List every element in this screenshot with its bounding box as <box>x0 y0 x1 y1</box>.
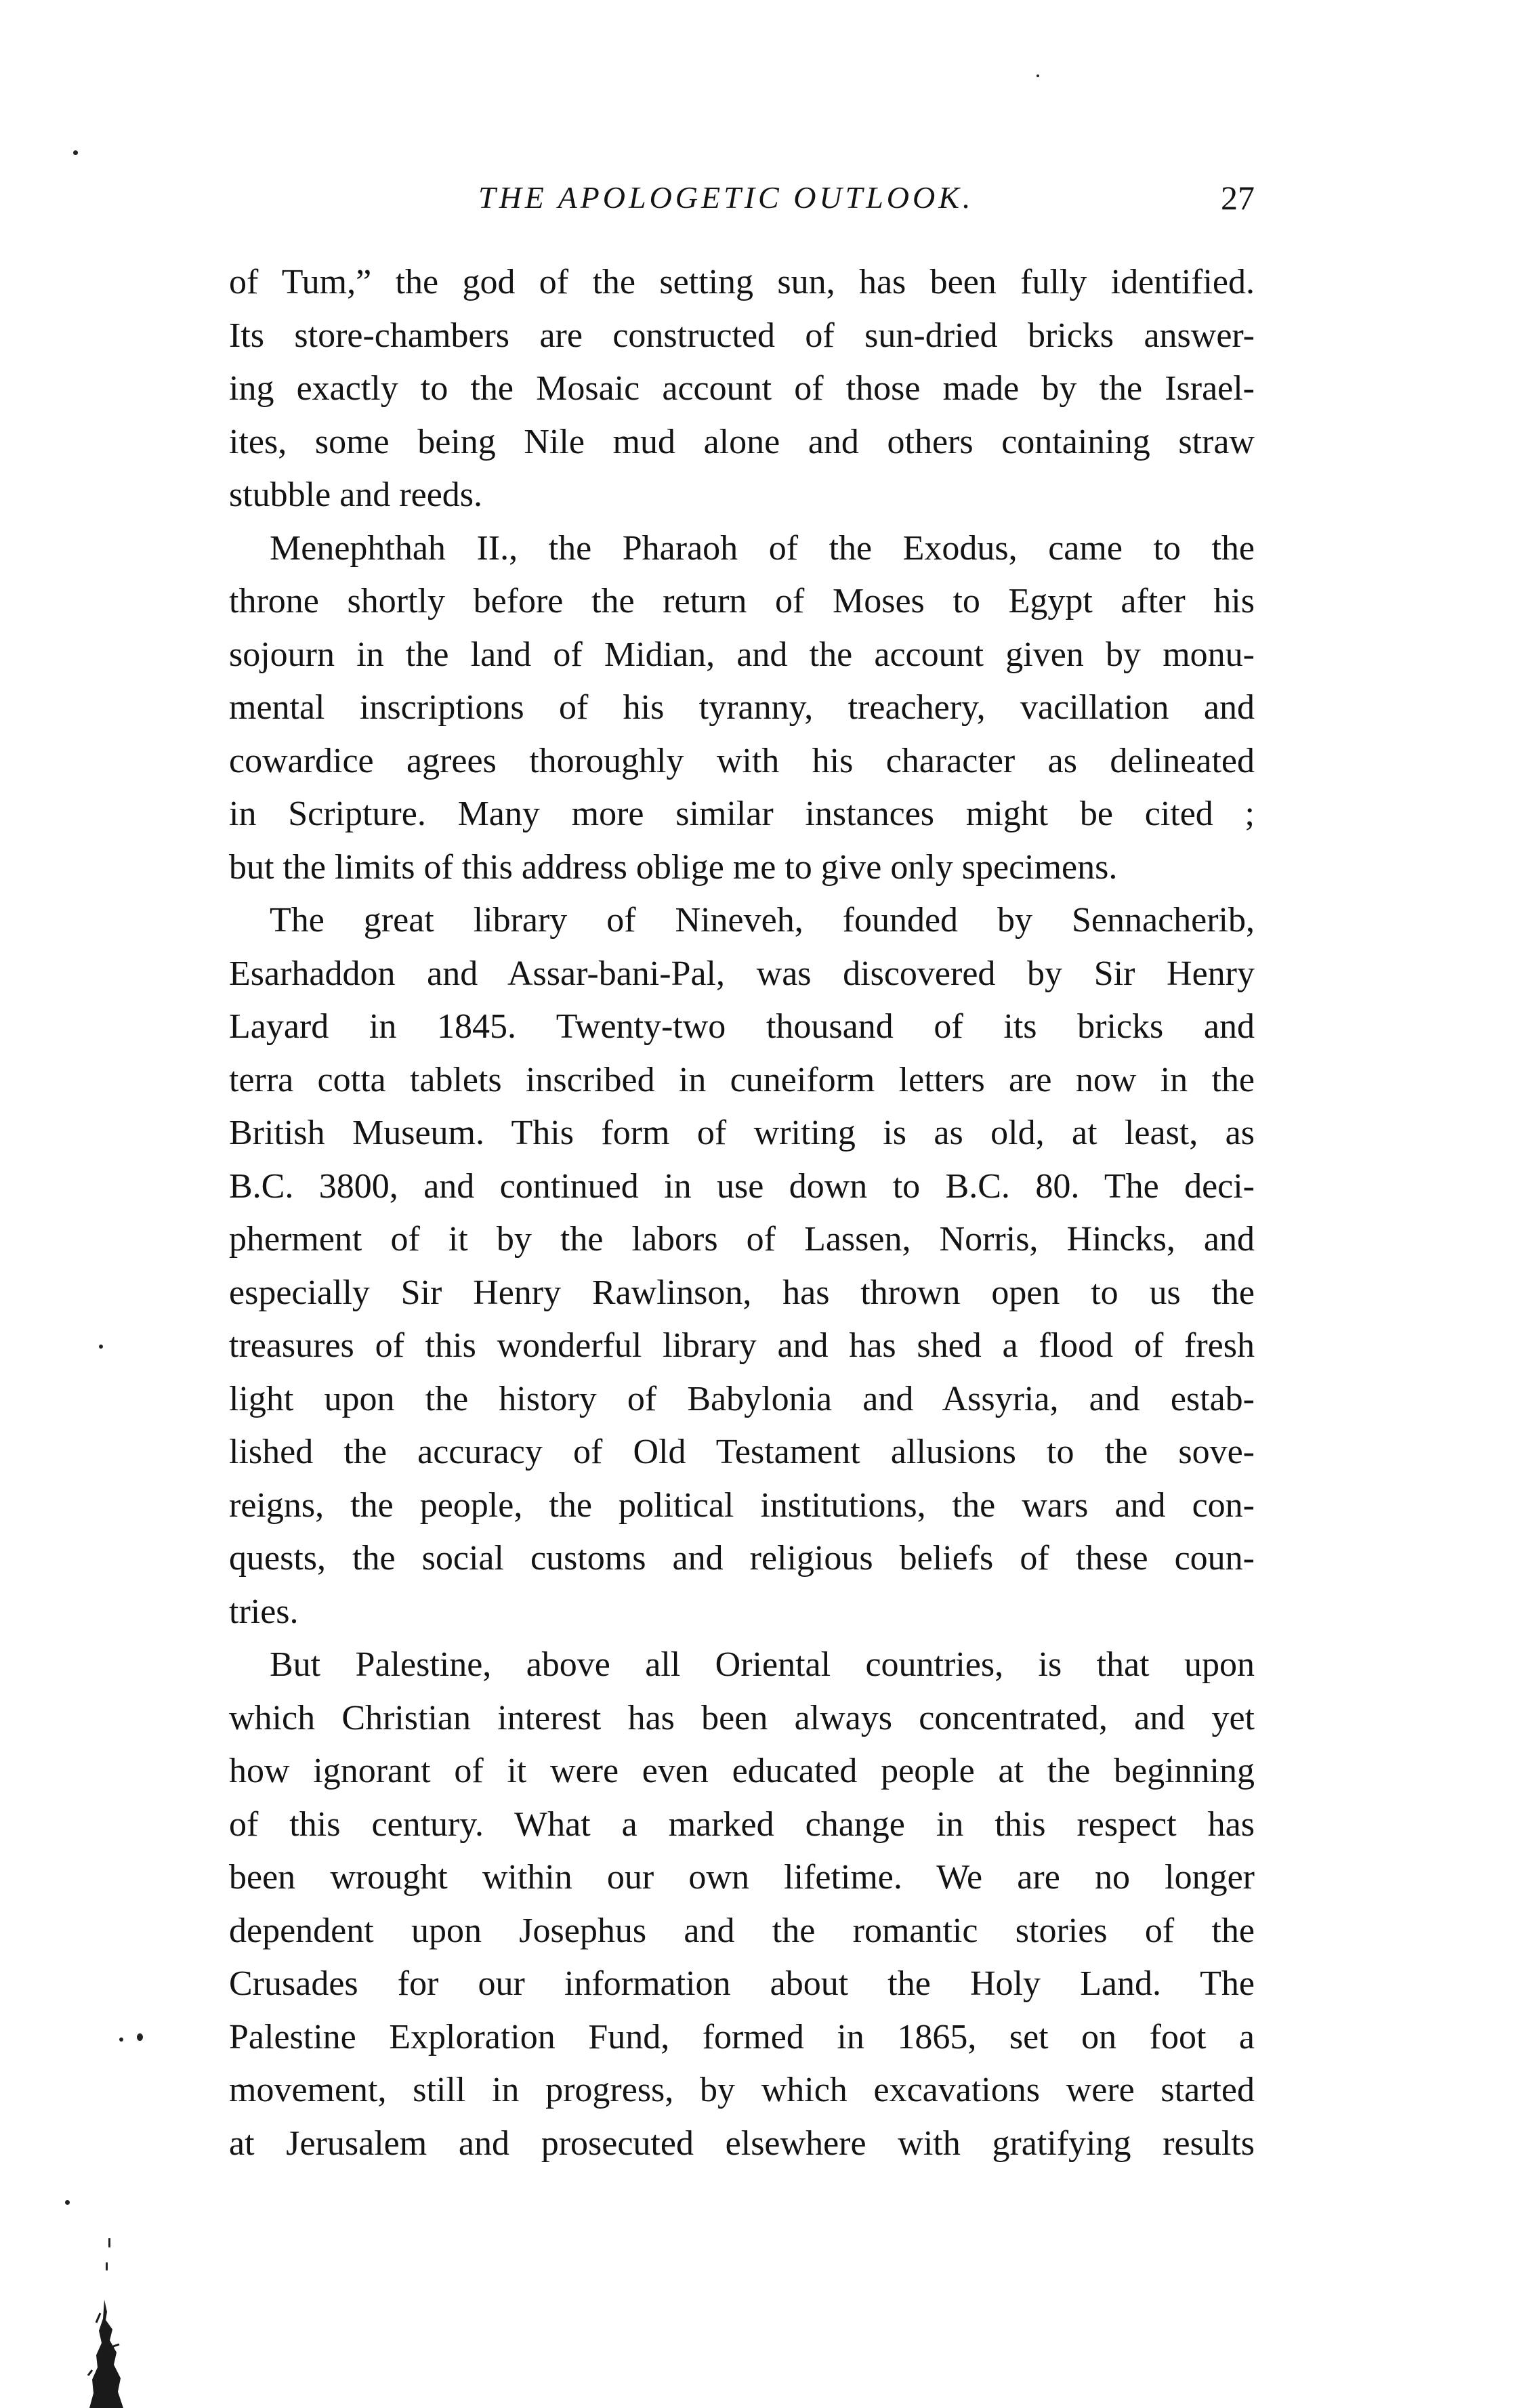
paragraph-2 <box>229 522 1255 895</box>
scan-speck <box>99 1345 103 1349</box>
text-line: movement, still in progress, by which excavations were started <box>229 2071 1255 2109</box>
text-line: treasures of this wonderful library and has shed a flood of fresh <box>229 1326 1255 1365</box>
text-line: Menephthah II., the Pharaoh of the Exodus, came to the <box>270 528 1255 568</box>
text-line: but the limits of this address oblige me to give only specimens. <box>229 847 1118 887</box>
text-line: quests, the social customs and religious beliefs of these coun- <box>229 1539 1255 1578</box>
paragraph-3 <box>229 894 1255 1639</box>
text-line: at Jerusalem and prosecuted elsewhere with gratifying results <box>229 2124 1255 2163</box>
text-line: pherment of it by the labors of Lassen, Norris, Hincks, and <box>229 1220 1255 1259</box>
text-line: sojourn in the land of Midian, and the account given by monu- <box>229 635 1255 674</box>
text-line: B.C. 3800, and continued in use down to B.C. 80. The deci- <box>229 1166 1255 1206</box>
text-line: reigns, the people, the political institutions, the wars and con- <box>229 1485 1255 1525</box>
text-line: The great library of Nineveh, founded by Sennacherib, <box>270 901 1255 939</box>
paragraph-4 <box>229 1639 1255 2170</box>
scan-speck <box>137 2033 143 2041</box>
text-line: stubble and reeds. <box>229 476 483 514</box>
text-line: light upon the history of Babylonia and Assyria, and estab- <box>229 1379 1255 1418</box>
text-line: especially Sir Henry Rawlinson, has thrown open to us the <box>229 1273 1255 1312</box>
text-line: Layard in 1845. Twenty-two thousand of its bricks and <box>229 1007 1255 1046</box>
text-line: Palestine Exploration Fund, formed in 1865, set on foot a <box>229 2017 1255 2056</box>
scan-speck <box>108 2238 110 2247</box>
scan-speck <box>73 150 78 155</box>
text-line: mental inscriptions of his tyranny, treachery, vacillation and <box>229 688 1255 727</box>
paragraph-1 <box>229 256 1255 522</box>
page-header <box>478 177 1255 218</box>
text-line: ing exactly to the Mosaic account of those made by the Israel- <box>229 369 1255 408</box>
text-line: which Christian interest has been always concentrated, and yet <box>229 1698 1255 1737</box>
page-number: 27 <box>1221 179 1255 217</box>
scan-speck <box>106 2262 108 2270</box>
text-line: tries. <box>229 1592 299 1631</box>
binding-smudge <box>87 2300 123 2408</box>
text-line: Esarhaddon and Assar-bani-Pal, was discovered by Sir Henry <box>229 954 1255 993</box>
scan-speck <box>65 2200 70 2205</box>
text-line: throne shortly before the return of Moses to Egypt after his <box>229 582 1255 620</box>
scan-speck <box>1037 75 1039 77</box>
text-line: of this century. What a marked change in this respect has <box>229 1804 1255 1844</box>
text-line: how ignorant of it were even educated people at the beginning <box>229 1752 1255 1790</box>
text-line: of Tum,” the god of the setting sun, has been fully identified. <box>229 263 1255 301</box>
scan-speck <box>119 2037 123 2042</box>
text-line: dependent upon Josephus and the romantic stories of the <box>229 1911 1255 1950</box>
text-line: Crusades for our information about the Holy Land. The <box>229 1964 1255 2003</box>
text-line: been wrought within our own lifetime. We are no longer <box>229 1858 1255 1897</box>
running-head: THE APOLOGETIC OUTLOOK. <box>478 180 974 215</box>
text-line: terra cotta tablets inscribed in cuneiform letters are now in the <box>229 1060 1255 1099</box>
text-line: in Scripture. Many more similar instances might be cited ; <box>229 795 1255 833</box>
text-line: British Museum. This form of writing is as old, at least, as <box>229 1114 1255 1152</box>
text-line: Its store-chambers are constructed of sun-dried bricks answer- <box>229 316 1255 355</box>
text-line: ites, some being Nile mud alone and others containing straw <box>229 422 1255 461</box>
body-text <box>229 256 1255 2170</box>
text-line: cowardice agrees thoroughly with his character as delineated <box>229 741 1255 780</box>
text-line: But Palestine, above all Oriental countries, is that upon <box>270 1645 1255 1684</box>
text-line: lished the accuracy of Old Testament allusions to the sove- <box>229 1433 1255 1471</box>
